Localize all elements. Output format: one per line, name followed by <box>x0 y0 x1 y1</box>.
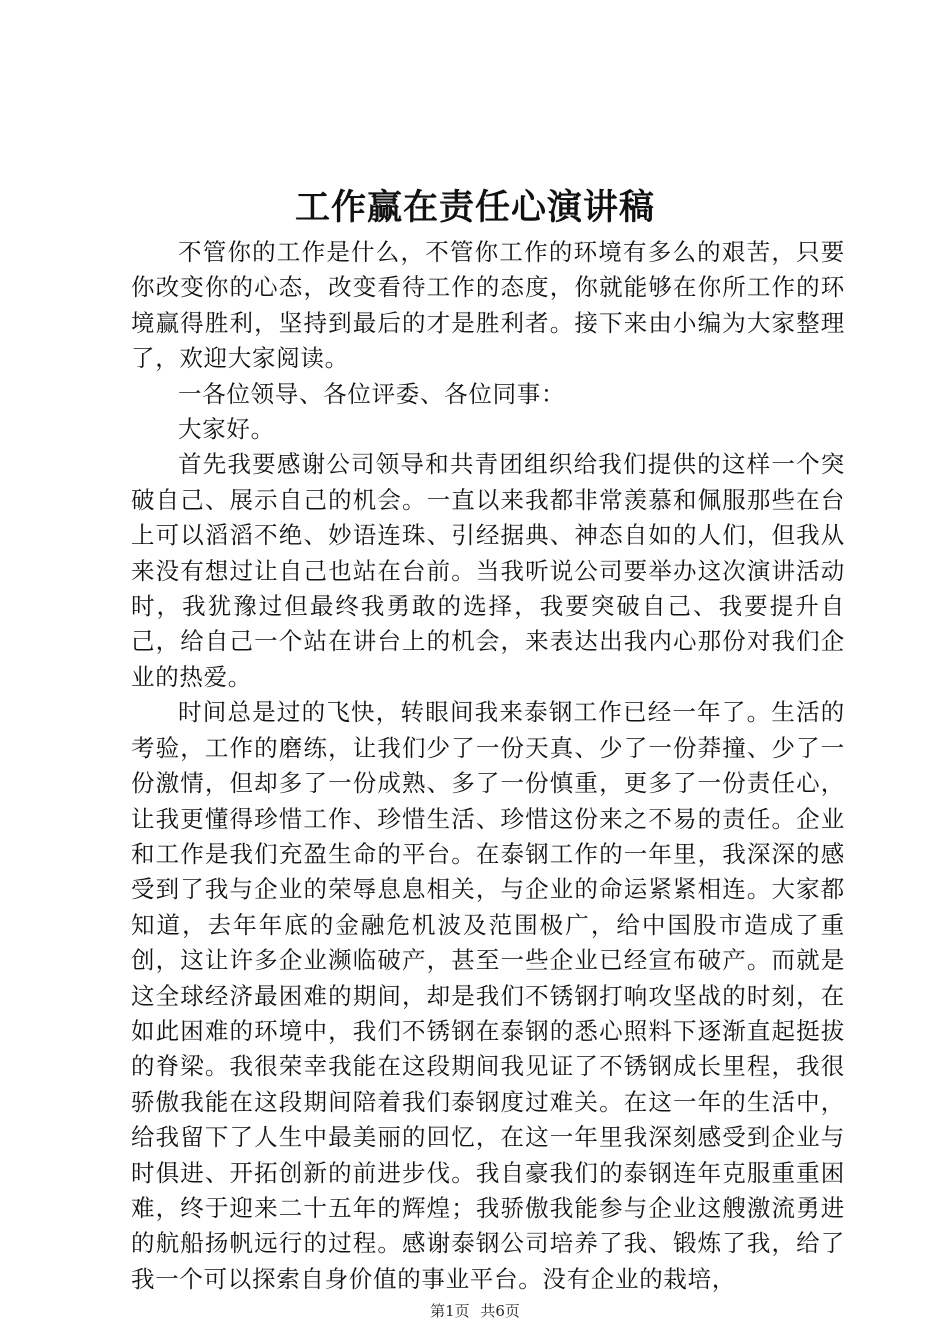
document-title: 工作赢在责任心演讲稿 <box>294 188 655 228</box>
paragraph-salutation: 一各位领导、各位评委、各位同事： <box>178 379 566 408</box>
paragraph-greeting: 大家好。 <box>178 415 275 444</box>
page-footer <box>0 1301 950 1321</box>
page-number: 第1页 <box>430 1302 470 1320</box>
page-total: 共6页 <box>480 1302 520 1320</box>
document-body <box>131 235 845 1297</box>
paragraph-thanks: 首先我要感谢公司领导和共青团组织给我们提供的这样一个突破自己、展示自己的机会。一直以来我都非常羡慕和佩服那些在台上可以滔滔不绝、妙语连珠、引经据典、神态自如的人们，但我从来没有想过让自己也站在台前。当我听说公司要举办这次演讲活动时，我犹豫过但最终我勇敢的选择，我要突破自己、我要提升自己，给自己一个站在讲台上的机会，来表达出我内心那份对我们企业的热爱。 <box>131 450 845 691</box>
paragraph-intro: 不管你的工作是什么，不管你工作的环境有多么的艰苦，只要你改变你的心态，改变看待工作的态度，你就能够在你所工作的环境赢得胜利，坚持到最后的才是胜利者。接下来由小编为大家整理了，欢迎大家阅读。 <box>131 238 845 373</box>
paragraph-experience: 时间总是过的飞快，转眼间我来泰钢工作已经一年了。生活的考验，工作的磨练，让我们少了一份天真、少了一份莽撞、少了一份激情，但却多了一份成熟、多了一份慎重，更多了一份责任心，让我更懂得珍惜工作、珍惜生活、珍惜这份来之不易的责任。企业和工作是我们充盈生命的平台。在泰钢工作的一年里，我深深的感受到了我与企业的荣辱息息相关，与企业的命运紧紧相连。大家都知道，去年年底的金融危机波及范围极广，给中国股市造成了重创，这让许多企业濒临破产，甚至一些企业已经宣布破产。而就是这全球经济最困难的期间，却是我们不锈钢打响攻坚战的时刻，在如此困难的环境中，我们不锈钢在泰钢的悉心照料下逐渐直起挺拔的脊梁。我很荣幸我能在这段期间我见证了不锈钢成长里程，我很骄傲我能在这段期间陪着我们泰钢度过难关。在这一年的生活中，给我留下了人生中最美丽的回忆，在这一年里我深刻感受到企业与时俱进、开拓创新的前进步伐。我自豪我们的泰钢连年克服重重困难，终于迎来二十五年的辉煌；我骄傲我能参与企业这艘激流勇进的航船扬帆远行的过程。感谢泰钢公司培养了我、锻炼了我，给了我一个可以探索自身价值的事业平台。没有企业的栽培， <box>131 698 845 1293</box>
